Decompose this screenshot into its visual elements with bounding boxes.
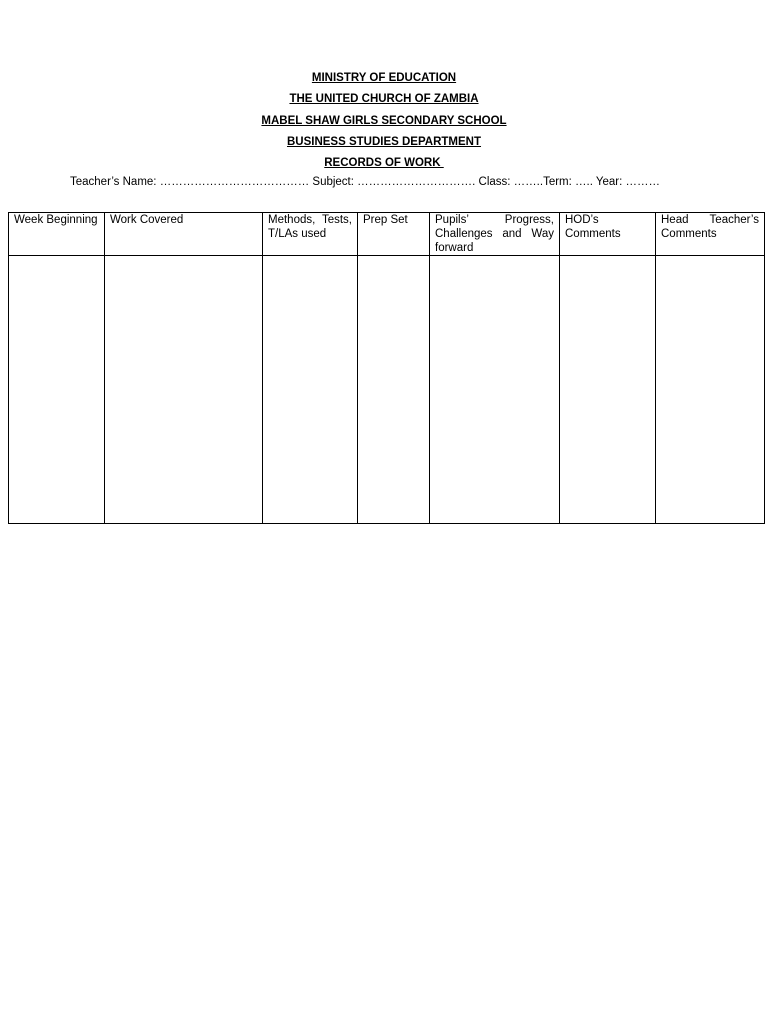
cell-prep-set[interactable] (358, 256, 430, 524)
church-heading: THE UNITED CHURCH OF ZAMBIA (289, 93, 479, 106)
records-title: RECORDS OF WORK (324, 157, 444, 170)
column-header-prep-set: Prep Set (358, 213, 430, 256)
column-header-head-teacher-comments: Head Teacher’s Comments (656, 213, 765, 256)
document-header (0, 68, 768, 174)
school-heading: MABEL SHAW GIRLS SECONDARY SCHOOL (261, 114, 507, 127)
teacher-info-text: Teacher’s Name: ………………………………… Subject: …………………………. Class: ……..Term: ….. Year: ……… (70, 176, 661, 188)
column-header-week-beginning: Week Beginning (9, 213, 105, 256)
column-header-methods: Methods, Tests, T/LAs used (263, 213, 358, 256)
department-heading: BUSINESS STUDIES DEPARTMENT (286, 135, 482, 148)
teacher-info-line (70, 175, 700, 190)
column-header-pupils-progress: Pupils’ Progress, Challenges and Way forward (430, 213, 560, 256)
cell-methods[interactable] (263, 256, 358, 524)
column-header-hod-comments: HOD’s Comments (560, 213, 656, 256)
cell-head-teacher-comments[interactable] (656, 256, 765, 524)
cell-pupils-progress[interactable] (430, 256, 560, 524)
records-table (8, 212, 765, 524)
column-header-work-covered: Work Covered (105, 213, 263, 256)
cell-work-covered[interactable] (105, 256, 263, 524)
cell-hod-comments[interactable] (560, 256, 656, 524)
table-row (9, 256, 765, 524)
table-header-row (9, 213, 765, 256)
cell-week-beginning[interactable] (9, 256, 105, 524)
ministry-heading: MINISTRY OF EDUCATION (311, 72, 457, 84)
